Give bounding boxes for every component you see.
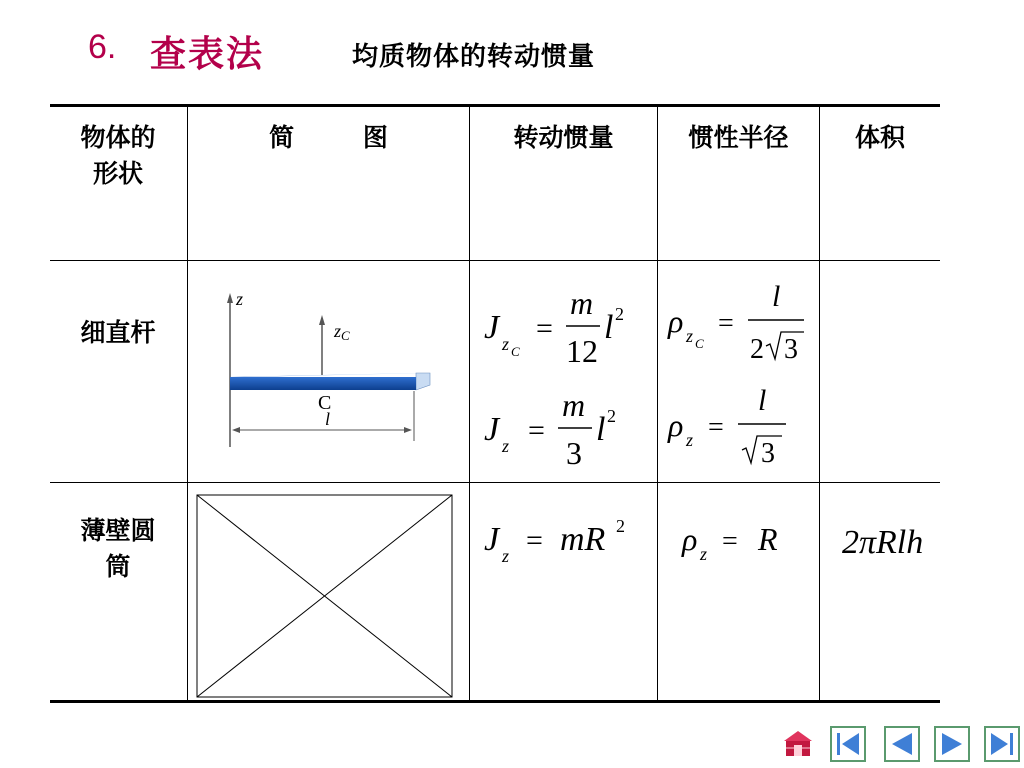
last-page-icon bbox=[986, 728, 1018, 760]
cylinder-diagram-placeholder bbox=[196, 494, 454, 698]
moment-eq-z bbox=[478, 382, 653, 477]
svg-text:ρ: ρ bbox=[668, 407, 684, 443]
svg-text:2: 2 bbox=[750, 334, 764, 365]
moment-eq-zc bbox=[478, 280, 653, 375]
table-column-divider bbox=[657, 106, 658, 702]
svg-text:m: m bbox=[562, 387, 586, 423]
svg-text:=: = bbox=[528, 414, 545, 447]
svg-text:3: 3 bbox=[761, 438, 775, 469]
home-button[interactable] bbox=[780, 726, 816, 762]
radius-eq-cylinder bbox=[678, 510, 808, 580]
svg-text:z: z bbox=[686, 430, 694, 450]
svg-text:l: l bbox=[772, 280, 781, 313]
first-page-icon bbox=[832, 728, 864, 760]
rod-top-face bbox=[230, 373, 430, 377]
next-page-icon bbox=[936, 728, 968, 760]
volume-cylinder: 2πRlh bbox=[842, 524, 924, 561]
previous-page-button[interactable] bbox=[884, 726, 920, 762]
header-radius-of-gyration: 惯性半径 bbox=[688, 123, 789, 152]
header-moment-of-inertia: 转动惯量 bbox=[513, 123, 614, 152]
section-subtitle: 均质物体的转动惯量 bbox=[352, 42, 596, 72]
header-volume: 体积 bbox=[854, 123, 905, 152]
table-row-divider bbox=[50, 482, 940, 483]
radius-eq-z bbox=[662, 384, 817, 479]
svg-text:mR: mR bbox=[560, 521, 606, 558]
row-shape-thin-rod: 细直杆 bbox=[80, 318, 156, 347]
svg-text:z: z bbox=[502, 334, 510, 354]
first-page-button[interactable] bbox=[830, 726, 866, 762]
svg-text:z: z bbox=[502, 436, 510, 456]
svg-text:C: C bbox=[511, 344, 520, 359]
section-number: 6. bbox=[88, 28, 117, 66]
rod-length-arrow-left bbox=[232, 427, 240, 433]
svg-text:2: 2 bbox=[607, 406, 616, 426]
table-top-rule bbox=[50, 104, 940, 107]
svg-text:l: l bbox=[758, 384, 767, 417]
rod-front-face bbox=[230, 377, 416, 390]
svg-text:3: 3 bbox=[566, 435, 582, 471]
svg-text:2: 2 bbox=[615, 304, 624, 324]
svg-text:ρ: ρ bbox=[682, 521, 698, 557]
moment-eq-cylinder bbox=[478, 510, 653, 580]
z-axis-arrow bbox=[227, 293, 233, 303]
last-page-button[interactable] bbox=[984, 726, 1020, 762]
svg-text:=: = bbox=[708, 412, 724, 443]
section-title: 查表法 bbox=[150, 34, 265, 75]
svg-text:J: J bbox=[484, 411, 500, 448]
next-page-button[interactable] bbox=[934, 726, 970, 762]
svg-text:J: J bbox=[484, 521, 500, 558]
svg-text:z: z bbox=[502, 546, 510, 566]
table-column-divider bbox=[819, 106, 820, 702]
svg-text:R: R bbox=[758, 521, 778, 557]
rod-length-label: l bbox=[325, 409, 331, 429]
svg-text:z: z bbox=[686, 326, 694, 346]
table-column-divider bbox=[469, 106, 470, 702]
thin-rod-diagram bbox=[188, 261, 469, 482]
table-row-divider bbox=[50, 260, 940, 261]
svg-text:3: 3 bbox=[784, 334, 798, 365]
table-bottom-rule bbox=[50, 700, 940, 703]
rod-length-arrow-right bbox=[404, 427, 412, 433]
svg-text:l: l bbox=[596, 411, 606, 448]
z-axis-label: z bbox=[236, 289, 244, 309]
svg-text:m: m bbox=[570, 285, 594, 321]
rod-end-face bbox=[416, 373, 430, 390]
row-shape-thin-walled-cylinder: 薄壁圆 筒 bbox=[80, 516, 156, 581]
svg-text:ρ: ρ bbox=[668, 303, 684, 339]
zc-axis-label: zC bbox=[334, 321, 350, 343]
svg-text:12: 12 bbox=[566, 333, 598, 369]
zc-axis-arrow bbox=[319, 315, 325, 325]
svg-text:=: = bbox=[722, 526, 738, 557]
center-label: C bbox=[318, 392, 332, 414]
svg-text:z: z bbox=[700, 544, 708, 564]
previous-page-icon bbox=[886, 728, 918, 760]
home-icon bbox=[780, 726, 816, 762]
svg-text:J: J bbox=[484, 309, 500, 346]
svg-text:=: = bbox=[526, 524, 543, 557]
radius-eq-zc bbox=[662, 280, 817, 375]
svg-text:C: C bbox=[695, 336, 704, 351]
svg-text:=: = bbox=[718, 308, 734, 339]
header-diagram: 简 图 bbox=[269, 123, 388, 152]
header-shape: 物体的 形状 bbox=[80, 123, 156, 188]
svg-text:=: = bbox=[536, 312, 553, 345]
svg-text:l: l bbox=[604, 309, 614, 346]
svg-text:2: 2 bbox=[616, 516, 625, 536]
